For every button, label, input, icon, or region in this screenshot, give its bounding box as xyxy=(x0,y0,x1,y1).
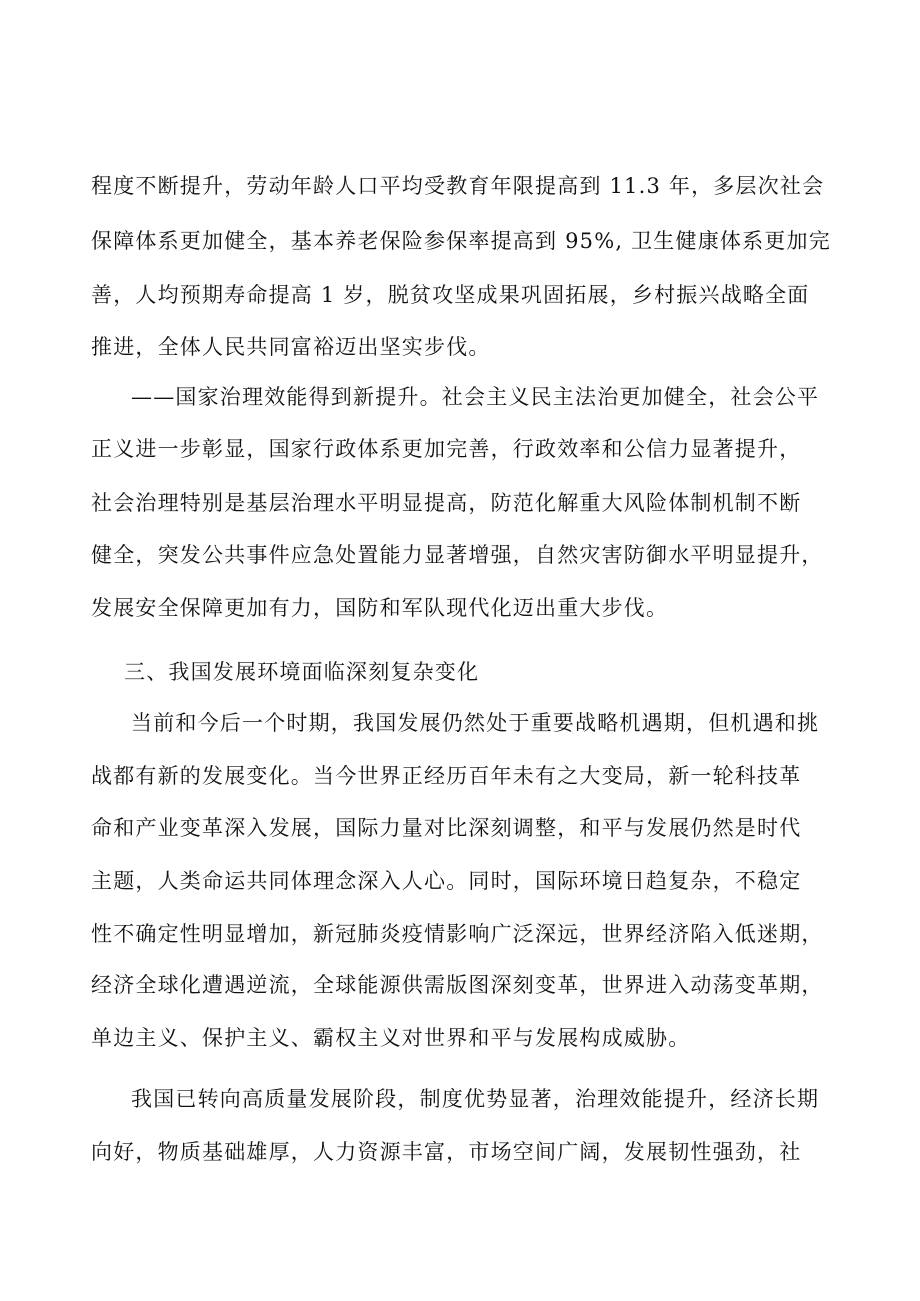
paragraph-line: 发展安全保障更加有力，国防和军队现代化迈出重大步伐。 xyxy=(91,596,669,620)
paragraph-line: 保障体系更加健全，基本养老保险参保率提高到 95%, 卫生健康体系更加完 xyxy=(91,229,831,253)
paragraph-line: 我国已转向高质量发展阶段，制度优势显著，治理效能提升，经济长期 xyxy=(131,1087,820,1111)
paragraph-line: 经济全球化遭遇逆流，全球能源供需版图深刻变革，世界进入动荡变革期， xyxy=(91,973,824,997)
paragraph-line: 程度不断提升，劳动年龄人口平均受教育年限提高到 11.3 年，多层次社会 xyxy=(91,174,825,198)
paragraph-line: 善，人均预期寿命提高 1 岁，脱贫攻坚成果巩固拓展，乡村振兴战略全面 xyxy=(91,283,810,307)
paragraph-line: 向好，物质基础雄厚，人力资源丰富，市场空间广阔，发展韧性强劲，社 xyxy=(91,1140,802,1164)
paragraph-line: 当前和今后一个时期，我国发展仍然处于重要战略机遇期，但机遇和挑 xyxy=(131,711,820,735)
paragraph-line: 主题，人类命运共同体理念深入人心。同时，国际环境日趋复杂，不稳定 xyxy=(91,869,802,893)
paragraph-line: 命和产业变革深入发展，国际力量对比深刻调整，和平与发展仍然是时代 xyxy=(91,816,802,840)
paragraph-line: 健全，突发公共事件应急处置能力显著增强，自然灾害防御水平明显提升， xyxy=(91,543,824,567)
section-heading: 三、我国发展环境面临深刻复杂变化 xyxy=(124,660,480,684)
paragraph-line: ——国家治理效能得到新提升。社会主义民主法治更加健全，社会公平 xyxy=(131,385,820,409)
paragraph-line: 推进，全体人民共同富裕迈出坚实步伐。 xyxy=(91,335,491,359)
paragraph-line: 社会治理特别是基层治理水平明显提高，防范化解重大风险体制机制不断 xyxy=(91,491,802,515)
paragraph-line: 正义进一步彰显，国家行政体系更加完善，行政效率和公信力显著提升， xyxy=(91,437,802,461)
paragraph-line: 单边主义、保护主义、霸权主义对世界和平与发展构成威胁。 xyxy=(91,1026,691,1050)
paragraph-line: 性不确定性明显增加，新冠肺炎疫情影响广泛深远，世界经济陷入低迷期， xyxy=(91,922,824,946)
paragraph-line: 战都有新的发展变化。当今世界正经历百年未有之大变局，新一轮科技革 xyxy=(91,764,802,788)
